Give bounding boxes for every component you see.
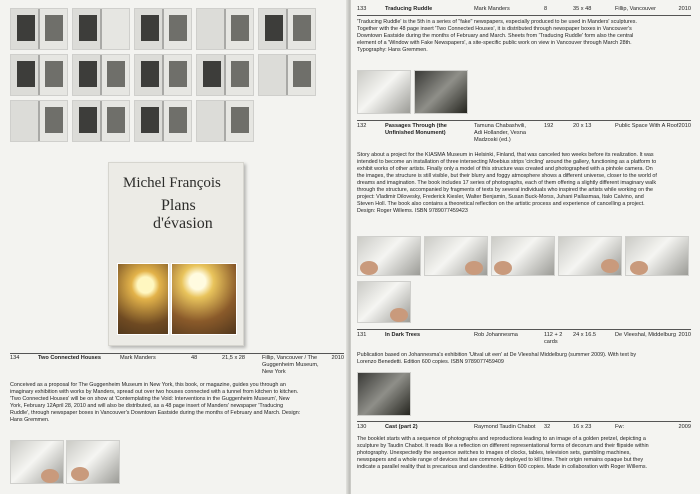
catalogue-entry-133: [357, 6, 691, 14]
publisher-line: New York: [262, 369, 286, 375]
entry-rule: [357, 329, 691, 330]
book-photo: [424, 236, 488, 276]
entry-description: 'Traducing Ruddle' is the 5th in a series of "fake" newspapers, especially produced to be used in Manders' sculptures. Together with the 48 page insert 'Two Connected Houses', it is distributed through newspaper boxes in Vancouver's Downtown Eastside during the months of February and March. Sheets from 'Traducing Ruddle' form also the central element of a 'Window with Fake Newspapers', a site-specific public work on view in Vancouver through March 28th. Typography: Hans Gremmen.: [357, 19, 637, 53]
entry-year: 2010: [678, 123, 691, 129]
entry-number: 130: [357, 424, 367, 430]
spread-thumbnail: [134, 8, 192, 50]
entry-size: 21,5 x 28: [222, 355, 246, 361]
entry-pages: 32: [544, 424, 551, 430]
entry-title: In Dark Trees: [385, 332, 421, 338]
spread-thumbnail: [10, 100, 68, 142]
entry-description: The booklet starts with a sequence of photographs and reproductions leading to an image of a golden pretzel, depicting a sculpture by Taudin Chabot. It reads like a reflection on different representational forms of decorum and their flipside within photography. Unexpectedly the sequence switches to images of clocks, tables, television sets, gambling machines, newspapers and a whole range of devices that are commonly deployed to kill time. Their origin remains opaque but they indicate a parallel reality that is precarious and clandestine. Edition 600 copies. Made in collaboration with Roger Willems.: [357, 436, 649, 470]
book-photo: [558, 236, 622, 276]
spread-thumbnail: [258, 54, 316, 96]
spread-thumbnail: [72, 54, 130, 96]
entry-description: Publication based on Johannesma's exhibition 'Uitval uit een' at De Vleeshal Middelburg (summer 2009). With text by Lorenzo Benedetti. Edition 600 copies. ISBN 9789077459409: [357, 352, 637, 365]
catalogue-entry-131: [357, 332, 691, 348]
spread-thumbnail: [10, 8, 68, 50]
entry-author: Rob Johannesma: [474, 332, 518, 338]
entry-rule: [357, 15, 691, 16]
left-page: [0, 0, 349, 494]
entry-title: Two Connected Houses: [38, 355, 101, 361]
catalogue-entry-134: [10, 355, 344, 385]
entry-title: Passages Through (the Unfinished Monument): [385, 123, 447, 136]
book-photo: [491, 236, 555, 276]
entry-pages: 112 + 2 cards: [544, 332, 563, 345]
spread-thumbnail: [10, 54, 68, 96]
entry-publisher: [262, 355, 332, 376]
spread-thumbnail: [72, 8, 130, 50]
book-photo: [625, 236, 689, 276]
spread-thumbnail: [196, 8, 254, 50]
entry-publisher: Public Space With A Roof: [615, 123, 679, 129]
cover-photo: [117, 263, 169, 335]
publisher-line: Fillip, Vancouver / The: [262, 355, 318, 361]
entry-rule: [357, 421, 691, 422]
book-photo: [357, 236, 421, 276]
entry-year: 2009: [678, 424, 691, 430]
cover-author: Michel François: [123, 175, 221, 191]
entry-size: 24 x 16.5: [573, 332, 597, 338]
entry-year: 2010: [331, 355, 344, 361]
catalogue-entry-130: [357, 424, 691, 432]
entry-pages: 48: [191, 355, 198, 361]
entry-publisher: Fw:: [615, 424, 625, 430]
entry-number: 134: [10, 355, 20, 361]
entry-number: 132: [357, 123, 367, 129]
entry-author: Mark Manders: [474, 6, 510, 12]
entry-pages: 192: [544, 123, 554, 129]
entry-rule: [10, 353, 344, 354]
entry-size: 20 x 13: [573, 123, 592, 129]
right-page: [351, 0, 700, 494]
cover-title: [153, 197, 213, 233]
spread-thumbnail: [258, 8, 316, 50]
publisher-line: Guggenheim Museum,: [262, 362, 319, 368]
cover-title-line: d'évasion: [153, 215, 213, 232]
entry-size: 16 x 23: [573, 424, 592, 430]
entry-number: 133: [357, 6, 367, 12]
entry-year: 2010: [678, 332, 691, 338]
book-photo: [414, 70, 468, 114]
entry-pages: 8: [544, 6, 548, 12]
book-photo: [357, 281, 411, 323]
spread-thumbnail: [134, 54, 192, 96]
entry-description: Story about a project for the KIASMA Museum in Helsinki, Finland, that was canceled two weeks before its realization. It was intended to become an installation of three intersecting Moebius strips 'circling' around the gallery, functioning as a platform to exhibit works of other artists. Finally only a model of this structure was created and photographed with a pinhole camera. On the images, the structure is still visible, but their blurry and foggy atmosphere shows a different universe, closer to the world of dreams and imagination. The book includes 17 series of photographs, each of them offering a slightly different imaginary walk through the structure, accompanied by fragments of texts by several individuals who inspired the artists while working on the project: Vladimir Dilovesky, Frederick Kiesler, Walter Benjamin, Susan Buck-Morss, Juhani Pallasmaa, Italo Calvino, and Steven Holl. The book also contains a theoretical reflection on the artistic process and experience of cancelling a project. Design: Roger Willems. ISBN 9789077459423: [357, 152, 657, 214]
book-photo: [357, 372, 411, 416]
cover-title-line: Plans: [161, 197, 196, 214]
entry-year: 2010: [678, 6, 691, 12]
entry-size: 35 x 48: [573, 6, 592, 12]
catalogue-entry-132: [357, 123, 691, 147]
spread-thumbnail: [134, 100, 192, 142]
cover-photo: [171, 263, 237, 335]
spread-thumbnail: [72, 100, 130, 142]
spread-thumbnail: [196, 54, 254, 96]
entry-number: 131: [357, 332, 367, 338]
book-photo: [357, 70, 411, 114]
entry-author: Tamuna Chabashvili, Adi Hollander, Vesna Madzoski (ed.): [474, 123, 526, 143]
spread-thumbnail: [196, 100, 254, 142]
book-cover: [108, 162, 244, 346]
entry-author: Raymond Taudin Chabot: [474, 424, 536, 430]
book-photo: [66, 440, 120, 484]
entry-publisher: Fillip, Vancouver: [615, 6, 656, 12]
book-photo: [10, 440, 64, 484]
entry-title: Traducing Ruddle: [385, 6, 433, 12]
entry-publisher: De Vleeshal, Middelburg: [615, 332, 676, 338]
entry-author: Mark Manders: [120, 355, 156, 361]
entry-rule: [357, 120, 691, 121]
entry-title: Cast (part 2): [385, 424, 418, 430]
entry-description: Conceived as a proposal for The Guggenheim Museum in New York, this book, or magazine, guides you through an imaginary exhibition with works by Manders, spread out over two houses connected with a tunnel from kitchen to kitchen. 'Two Connected Houses' will be on show at 'Contemplating the Void: Interventions in the Guggenheim Museum', New York, February 12April 28, 2010 and will also be distributed, as a 48 page insert of Manders' newspaper 'Traducing Ruddle', through newspaper boxes in Vancouver's Downtown Eastside during the months of February and March. Design: Hans Gremmen.: [10, 382, 301, 423]
